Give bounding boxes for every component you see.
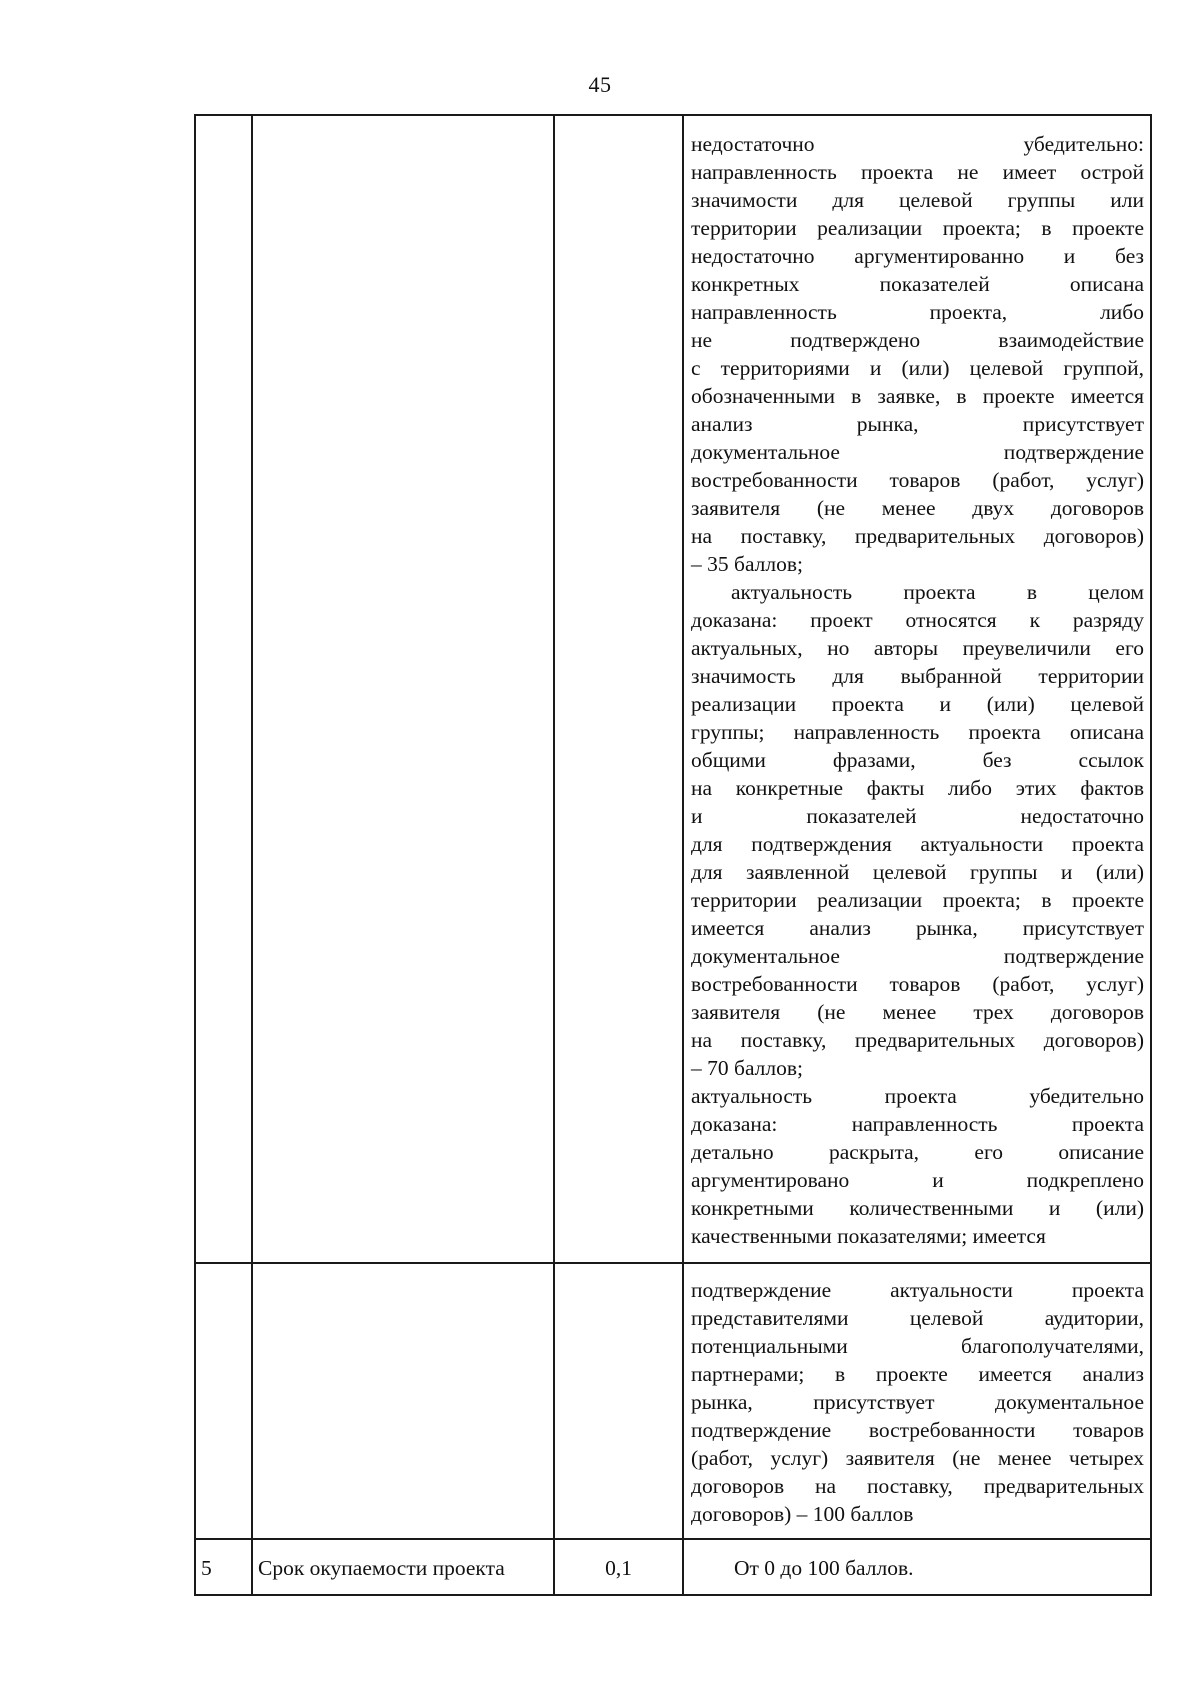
description-text [684, 116, 1150, 1262]
text-line: востребованности товаров (работ, услуг) [691, 468, 1144, 492]
text-line: аргументировано и подкреплено [691, 1168, 1144, 1192]
text-line: анализ рынка, присутствует [691, 412, 1144, 436]
text-line: актуальных, но авторы преувеличили его [691, 636, 1144, 660]
text-line: имеется анализ рынка, присутствует [691, 916, 1144, 940]
text-line: – 35 баллов; [691, 552, 804, 576]
criterion-cell [252, 115, 554, 1263]
level-100-text-end [691, 1276, 1144, 1528]
text-line: заявителя (не менее двух договоров [691, 496, 1144, 520]
text-line: значимость для выбранной территории [691, 664, 1144, 688]
text-line: не подтверждено взаимодействие [691, 328, 1144, 352]
criterion-number: 5 [195, 1539, 252, 1595]
weight-cell [554, 115, 683, 1263]
text-line: заявителя (не менее трех договоров [691, 1000, 1144, 1024]
text-line: доказана: проект относятся к разряду [691, 608, 1144, 632]
text-line: на поставку, предварительных договоров) [691, 1028, 1144, 1052]
text-line: востребованности товаров (работ, услуг) [691, 972, 1144, 996]
text-line: группы; направленность проекта описана [691, 720, 1144, 744]
text-line: потенциальными благополучателями, [691, 1334, 1144, 1358]
text-line: договоров) – 100 баллов [691, 1502, 914, 1526]
text-line: (работ, услуг) заявителя (не менее четырех [691, 1446, 1144, 1470]
table-row [195, 1263, 1151, 1539]
text-line: значимости для целевой группы или [691, 188, 1144, 212]
description-text [684, 1264, 1150, 1538]
text-line: направленность проекта не имеет острой [691, 160, 1144, 184]
page-number: 45 [588, 72, 612, 97]
text-line: детально раскрыта, его описание [691, 1140, 1144, 1164]
text-line: территории реализации проекта; в проекте [691, 216, 1144, 240]
level-70-text [691, 578, 1144, 1082]
text-line: для подтверждения актуальности проекта [691, 832, 1144, 856]
table-row [195, 115, 1151, 1263]
text-line: – 70 баллов; [691, 1056, 804, 1080]
text-line: направленность проекта, либо [691, 300, 1144, 324]
text-line: актуальность проекта убедительно [691, 1084, 1144, 1108]
text-line: для заявленной целевой группы и (или) [691, 860, 1144, 884]
text-line: недостаточно аргументированно и без [691, 244, 1144, 268]
text-line: с территориями и (или) целевой группой, [691, 356, 1144, 380]
level-100-text-start [691, 1082, 1144, 1250]
criterion-scale: От 0 до 100 баллов. [683, 1539, 1151, 1595]
number-cell [195, 115, 252, 1263]
level-35-text [691, 130, 1144, 578]
text-line: и показателей недостаточно [691, 804, 1144, 828]
text-line: документальное подтверждение [691, 440, 1144, 464]
text-line: на конкретные факты либо этих фактов [691, 776, 1144, 800]
criterion-cell [252, 1263, 554, 1539]
table-row [195, 1539, 1151, 1595]
text-line: реализации проекта и (или) целевой [691, 692, 1144, 716]
text-line: недостаточно убедительно: [691, 132, 1144, 156]
text-line: подтверждение актуальности проекта [691, 1278, 1144, 1302]
text-line: договоров на поставку, предварительных [691, 1474, 1144, 1498]
text-line: подтверждение востребованности товаров [691, 1418, 1144, 1442]
text-line: обозначенными в заявке, в проекте имеется [691, 384, 1144, 408]
criteria-table [194, 114, 1152, 1596]
text-line: доказана: направленность проекта [691, 1112, 1144, 1136]
text-line: конкретных показателей описана [691, 272, 1144, 296]
number-cell [195, 1263, 252, 1539]
criterion-weight: 0,1 [554, 1539, 683, 1595]
text-line: партнерами; в проекте имеется анализ [691, 1362, 1144, 1386]
text-line: документальное подтверждение [691, 944, 1144, 968]
text-line: рынка, присутствует документальное [691, 1390, 1144, 1414]
text-line: актуальность проекта в целом [731, 580, 1144, 604]
text-line: конкретными количественными и (или) [691, 1196, 1144, 1220]
text-line: общими фразами, без ссылок [691, 748, 1144, 772]
text-line: на поставку, предварительных договоров) [691, 524, 1144, 548]
criterion-name: Срок окупаемости проекта [252, 1539, 554, 1595]
description-cell [683, 1263, 1151, 1539]
text-line: качественными показателями; имеется [691, 1224, 1046, 1248]
weight-cell [554, 1263, 683, 1539]
text-line: территории реализации проекта; в проекте [691, 888, 1144, 912]
text-line: представителями целевой аудитории, [691, 1306, 1144, 1330]
description-cell [683, 115, 1151, 1263]
